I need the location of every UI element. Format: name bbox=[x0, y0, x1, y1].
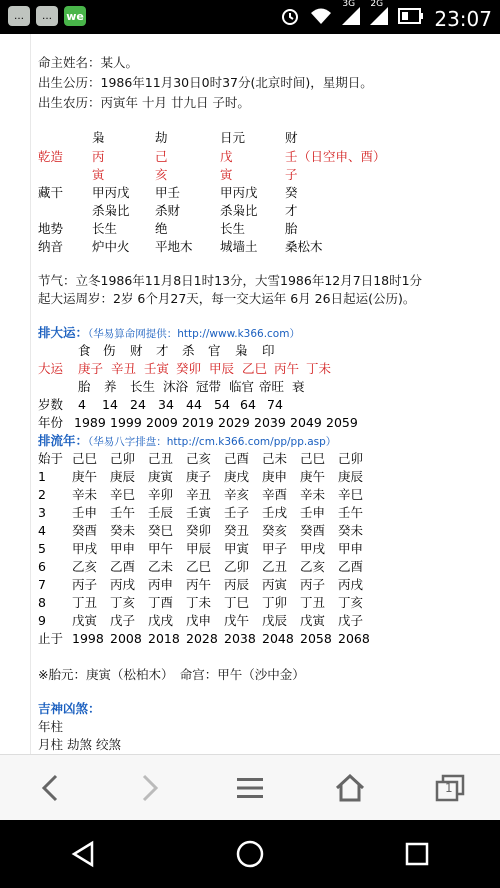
dayun-ganzhi-3: 癸卯 bbox=[176, 361, 202, 376]
battery-icon bbox=[398, 8, 424, 29]
liunian-row-3-cell-5: 壬戌 bbox=[262, 505, 288, 520]
dayun-age-1: 14 bbox=[102, 397, 118, 412]
chevron-left-icon bbox=[38, 774, 62, 802]
dayun-title: 排大运： bbox=[38, 325, 89, 340]
liunian-row-2-cell-0: 辛未 bbox=[72, 487, 98, 502]
liunian-row-2-cell-4: 辛亥 bbox=[224, 487, 250, 502]
dayun-year-3: 2019 bbox=[182, 415, 214, 430]
liunian-start-cell-0: 己巳 bbox=[72, 451, 98, 466]
branch-year: 寅 bbox=[92, 167, 105, 182]
liunian-row-2-cell-3: 辛丑 bbox=[186, 487, 212, 502]
jishen-month: 月柱 劫煞 绞煞 bbox=[38, 737, 121, 752]
years-label: 年份 bbox=[38, 415, 64, 430]
browser-toolbar bbox=[0, 754, 500, 821]
liunian-row-4-cell-5: 癸亥 bbox=[262, 523, 288, 538]
dayun-year-6: 2049 bbox=[290, 415, 322, 430]
home-button[interactable] bbox=[320, 768, 380, 808]
liunian-end-cell-4: 2038 bbox=[224, 631, 256, 646]
dayun-year-0: 1989 bbox=[74, 415, 106, 430]
qiyun-line: 起大运周岁：2岁 6个月27天，每一交大运年 6月 26日起运(公历)。 bbox=[38, 291, 416, 306]
liunian-row-5-cell-7: 甲申 bbox=[338, 541, 364, 556]
liunian-row-9-cell-6: 戊寅 bbox=[300, 613, 326, 628]
message-notification-icon: … bbox=[36, 6, 58, 26]
chat-notification-icon: … bbox=[8, 6, 30, 26]
liunian-start-cell-6: 己巳 bbox=[300, 451, 326, 466]
liunian-row-7-cell-0: 丙子 bbox=[72, 577, 98, 592]
pillar-head-year: 枭 bbox=[92, 130, 105, 145]
dayun-shishen-4: 杀 bbox=[182, 343, 195, 358]
dayun-age-4: 44 bbox=[186, 397, 202, 412]
shishen-year: 杀枭比 bbox=[92, 203, 130, 218]
dayun-age-5: 54 bbox=[214, 397, 230, 412]
dayun-ganzhi-4: 甲辰 bbox=[209, 361, 235, 376]
liunian-row-3-cell-3: 壬寅 bbox=[186, 505, 212, 520]
alarm-icon bbox=[280, 6, 300, 31]
dishi-day: 长生 bbox=[220, 221, 246, 236]
owner-name: 命主姓名：某人。 bbox=[38, 55, 139, 70]
liunian-row-9-cell-5: 戊辰 bbox=[262, 613, 288, 628]
liunian-row-6-cell-6: 乙亥 bbox=[300, 559, 326, 574]
clock: 23:07 bbox=[434, 6, 492, 31]
back-button[interactable] bbox=[20, 768, 80, 808]
liunian-row-5-cell-4: 甲寅 bbox=[224, 541, 250, 556]
liunian-title: 排流年： bbox=[38, 433, 89, 448]
stem-hour: 壬 bbox=[285, 149, 298, 164]
dayun-dishi-4: 冠带 bbox=[196, 379, 222, 394]
shishen-day: 杀枭比 bbox=[220, 203, 258, 218]
solar-birth: 出生公历：1986年11月30日0时37分(北京时间)，星期日。 bbox=[38, 75, 373, 90]
stem-day: 戊 bbox=[220, 149, 233, 164]
dishi-year: 长生 bbox=[92, 221, 118, 236]
liunian-row-5-cell-1: 甲申 bbox=[110, 541, 136, 556]
stem-year: 丙 bbox=[92, 149, 105, 164]
liunian-row-6-cell-5: 乙丑 bbox=[262, 559, 288, 574]
liunian-row-9-cell-1: 戊子 bbox=[110, 613, 136, 628]
stem-month: 己 bbox=[155, 149, 168, 164]
liunian-row-8-cell-1: 丁亥 bbox=[110, 595, 136, 610]
canggan-month: 甲壬 bbox=[155, 185, 181, 200]
liunian-row-4-cell-0: 癸酉 bbox=[72, 523, 98, 538]
liunian-row-8-cell-7: 丁亥 bbox=[338, 595, 364, 610]
liunian-row-6-cell-3: 乙巳 bbox=[186, 559, 212, 574]
dayun-shishen-1: 伤 bbox=[103, 343, 116, 358]
liunian-end-label: 止于 bbox=[38, 631, 64, 646]
dayun-source-link[interactable]: （华易算命网提供：http://www.k366.com） bbox=[88, 328, 300, 340]
nav-home-button[interactable] bbox=[220, 834, 280, 874]
liunian-row-9-cell-4: 戊午 bbox=[224, 613, 250, 628]
liunian-row-7-cell-7: 丙戌 bbox=[338, 577, 364, 592]
branch-month: 亥 bbox=[155, 167, 168, 182]
liunian-row-3-cell-7: 壬午 bbox=[338, 505, 364, 520]
shishen-month: 杀财 bbox=[155, 203, 181, 218]
liunian-row-6-cell-1: 乙酉 bbox=[110, 559, 136, 574]
signal-sim2-icon bbox=[370, 0, 388, 30]
liunian-row-5-cell-3: 甲辰 bbox=[186, 541, 212, 556]
shishen-hour: 才 bbox=[285, 203, 298, 218]
triangle-back-icon bbox=[70, 840, 96, 868]
liunian-row-2-cell-1: 辛巳 bbox=[110, 487, 136, 502]
liunian-row-4-cell-4: 癸丑 bbox=[224, 523, 250, 538]
liunian-row-6-cell-7: 乙酉 bbox=[338, 559, 364, 574]
liunian-row-7-cell-6: 丙子 bbox=[300, 577, 326, 592]
nayin-year: 炉中火 bbox=[92, 239, 130, 254]
liunian-row-7-cell-1: 丙戌 bbox=[110, 577, 136, 592]
liunian-row-1-cell-4: 庚戌 bbox=[224, 469, 250, 484]
liunian-row-2-cell-7: 辛巳 bbox=[338, 487, 364, 502]
liunian-row-7-cell-2: 丙申 bbox=[148, 577, 174, 592]
liunian-row-7-label: 7 bbox=[38, 577, 46, 592]
liunian-row-9-label: 9 bbox=[38, 613, 46, 628]
dayun-ganzhi-5: 乙巳 bbox=[242, 361, 268, 376]
canggan-day: 甲丙戊 bbox=[220, 185, 258, 200]
dayun-age-7: 74 bbox=[267, 397, 283, 412]
qianzao-label: 乾造 bbox=[38, 149, 64, 164]
nayin-label: 纳音 bbox=[38, 239, 64, 254]
liunian-row-9-cell-2: 戊戌 bbox=[148, 613, 174, 628]
nayin-hour: 桑松木 bbox=[285, 239, 323, 254]
dayun-shishen-3: 才 bbox=[156, 343, 169, 358]
liunian-start-label: 始于 bbox=[38, 451, 64, 466]
liunian-row-4-cell-2: 癸巳 bbox=[148, 523, 174, 538]
liunian-row-7-cell-5: 丙寅 bbox=[262, 577, 288, 592]
jishen-title: 吉神凶煞： bbox=[38, 701, 101, 716]
tabs-count: 1 bbox=[445, 781, 453, 795]
liunian-row-4-cell-6: 癸酉 bbox=[300, 523, 326, 538]
dayun-year-7: 2059 bbox=[326, 415, 358, 430]
dayun-age-6: 64 bbox=[240, 397, 256, 412]
liunian-row-8-cell-0: 丁丑 bbox=[72, 595, 98, 610]
liunian-row-2-label: 2 bbox=[38, 487, 46, 502]
dayun-dishi-3: 沐浴 bbox=[163, 379, 189, 394]
dishi-hour: 胎 bbox=[285, 221, 298, 236]
dishi-month: 绝 bbox=[155, 221, 168, 236]
liunian-row-3-cell-1: 壬午 bbox=[110, 505, 136, 520]
dayun-dishi-6: 帝旺 bbox=[259, 379, 285, 394]
nayin-day: 城墙土 bbox=[220, 239, 258, 254]
dayun-shishen-7: 印 bbox=[262, 343, 275, 358]
dayun-dishi-0: 胎 bbox=[78, 379, 91, 394]
liunian-row-8-cell-5: 丁卯 bbox=[262, 595, 288, 610]
home-icon bbox=[335, 774, 365, 802]
network-type-1: 3G bbox=[342, 0, 356, 9]
taiyuan-line: ※胎元：庚寅（松柏木） 命宫：甲午（沙中金） bbox=[38, 667, 305, 682]
hamburger-menu-icon bbox=[236, 776, 264, 800]
system-icons bbox=[280, 0, 492, 31]
dayun-year-5: 2039 bbox=[254, 415, 286, 430]
canggan-label: 藏干 bbox=[38, 185, 64, 200]
signal-sim1-icon bbox=[342, 0, 360, 30]
liunian-row-3-cell-2: 壬辰 bbox=[148, 505, 174, 520]
dayun-label: 大运 bbox=[38, 361, 64, 376]
liunian-row-7-cell-3: 丙午 bbox=[186, 577, 212, 592]
liunian-row-4-label: 4 bbox=[38, 523, 46, 538]
dayun-dishi-1: 养 bbox=[104, 379, 117, 394]
liunian-row-2-cell-2: 辛卯 bbox=[148, 487, 174, 502]
liunian-row-8-label: 8 bbox=[38, 595, 46, 610]
liunian-row-1-cell-1: 庚辰 bbox=[110, 469, 136, 484]
branch-day: 寅 bbox=[220, 167, 233, 182]
chevron-right-icon bbox=[138, 774, 162, 802]
menu-button[interactable] bbox=[220, 768, 280, 808]
liunian-start-cell-2: 己丑 bbox=[148, 451, 174, 466]
liunian-row-4-cell-1: 癸未 bbox=[110, 523, 136, 538]
liunian-start-cell-1: 己卯 bbox=[110, 451, 136, 466]
dayun-dishi-2: 长生 bbox=[130, 379, 156, 394]
dayun-ganzhi-7: 丁未 bbox=[306, 361, 332, 376]
liunian-start-cell-5: 己未 bbox=[262, 451, 288, 466]
liunian-source-link[interactable]: （华易八字排盘：http://cm.k366.com/pp/pp.asp） bbox=[88, 436, 337, 448]
liunian-row-5-cell-6: 甲戌 bbox=[300, 541, 326, 556]
dayun-age-2: 24 bbox=[130, 397, 146, 412]
liunian-row-8-cell-4: 丁巳 bbox=[224, 595, 250, 610]
web-page-content[interactable] bbox=[0, 34, 500, 754]
liunian-row-1-label: 1 bbox=[38, 469, 46, 484]
liunian-end-cell-3: 2028 bbox=[186, 631, 218, 646]
dishi-label: 地势 bbox=[38, 221, 64, 236]
dayun-ganzhi-2: 壬寅 bbox=[144, 361, 170, 376]
circle-home-icon bbox=[235, 839, 265, 869]
liunian-row-3-cell-6: 壬申 bbox=[300, 505, 326, 520]
liunian-row-9-cell-3: 戊申 bbox=[186, 613, 212, 628]
liunian-row-2-cell-6: 辛未 bbox=[300, 487, 326, 502]
liunian-row-8-cell-2: 丁酉 bbox=[148, 595, 174, 610]
liunian-start-cell-3: 己亥 bbox=[186, 451, 212, 466]
nayin-month: 平地木 bbox=[155, 239, 193, 254]
dayun-shishen-5: 官 bbox=[208, 343, 221, 358]
liunian-row-9-cell-7: 戊子 bbox=[338, 613, 364, 628]
liunian-end-cell-0: 1998 bbox=[72, 631, 104, 646]
liunian-start-cell-7: 己卯 bbox=[338, 451, 364, 466]
dayun-year-4: 2029 bbox=[218, 415, 250, 430]
square-recents-icon bbox=[404, 841, 430, 867]
network-type-2: 2G bbox=[370, 0, 384, 9]
liunian-row-3-cell-0: 壬申 bbox=[72, 505, 98, 520]
liunian-row-1-cell-3: 庚子 bbox=[186, 469, 212, 484]
dayun-dishi-7: 衰 bbox=[292, 379, 305, 394]
wifi-icon bbox=[310, 7, 332, 30]
dayun-ganzhi-0: 庚子 bbox=[78, 361, 104, 376]
pillar-head-month: 劫 bbox=[155, 130, 168, 145]
canggan-hour: 癸 bbox=[285, 185, 298, 200]
dayun-ganzhi-6: 丙午 bbox=[274, 361, 300, 376]
liunian-row-4-cell-3: 癸卯 bbox=[186, 523, 212, 538]
liunian-row-6-cell-4: 乙卯 bbox=[224, 559, 250, 574]
status-bar bbox=[0, 0, 500, 34]
liunian-end-cell-2: 2018 bbox=[148, 631, 180, 646]
nav-recents-button[interactable] bbox=[387, 834, 447, 874]
liunian-row-3-cell-4: 壬子 bbox=[224, 505, 250, 520]
dayun-age-3: 34 bbox=[158, 397, 174, 412]
dayun-shishen-6: 枭 bbox=[235, 343, 248, 358]
dayun-age-0: 4 bbox=[78, 397, 86, 412]
kongwang-note: （日空申、酉） bbox=[298, 149, 386, 164]
dayun-year-1: 1999 bbox=[110, 415, 142, 430]
liunian-row-5-label: 5 bbox=[38, 541, 46, 556]
liunian-end-cell-1: 2008 bbox=[110, 631, 142, 646]
liunian-row-1-cell-2: 庚寅 bbox=[148, 469, 174, 484]
liunian-row-6-cell-0: 乙亥 bbox=[72, 559, 98, 574]
liunian-row-6-label: 6 bbox=[38, 559, 46, 574]
liunian-row-4-cell-7: 癸未 bbox=[338, 523, 364, 538]
liunian-row-6-cell-2: 乙未 bbox=[148, 559, 174, 574]
dayun-ganzhi-1: 辛丑 bbox=[111, 361, 137, 376]
ages-label: 岁数 bbox=[38, 397, 64, 412]
liunian-row-7-cell-4: 丙辰 bbox=[224, 577, 250, 592]
nav-back-button[interactable] bbox=[53, 834, 113, 874]
canggan-year: 甲丙戊 bbox=[92, 185, 130, 200]
jishen-year: 年柱 bbox=[38, 719, 64, 734]
liunian-row-3-label: 3 bbox=[38, 505, 46, 520]
forward-button[interactable] bbox=[120, 768, 180, 808]
pillar-head-hour: 财 bbox=[285, 130, 298, 145]
liunian-row-8-cell-3: 丁未 bbox=[186, 595, 212, 610]
notification-icons bbox=[8, 6, 86, 26]
dayun-dishi-5: 临官 bbox=[229, 379, 255, 394]
wechat-notification-icon: we bbox=[64, 6, 86, 26]
dayun-shishen-0: 食 bbox=[78, 343, 91, 358]
page-margin-line bbox=[30, 34, 31, 754]
liunian-row-2-cell-5: 辛酉 bbox=[262, 487, 288, 502]
liunian-row-1-cell-0: 庚午 bbox=[72, 469, 98, 484]
pillar-head-day: 日元 bbox=[220, 130, 246, 145]
lunar-birth: 出生农历：丙寅年 十月 廿九日 子时。 bbox=[38, 95, 250, 110]
liunian-start-cell-4: 己酉 bbox=[224, 451, 250, 466]
liunian-end-cell-6: 2058 bbox=[300, 631, 332, 646]
liunian-row-9-cell-0: 戊寅 bbox=[72, 613, 98, 628]
liunian-row-5-cell-5: 甲子 bbox=[262, 541, 288, 556]
liunian-row-1-cell-5: 庚申 bbox=[262, 469, 288, 484]
dayun-shishen-2: 财 bbox=[130, 343, 143, 358]
liunian-row-1-cell-7: 庚辰 bbox=[338, 469, 364, 484]
liunian-row-1-cell-6: 庚午 bbox=[300, 469, 326, 484]
tabs-button[interactable] bbox=[420, 768, 480, 808]
liunian-end-cell-5: 2048 bbox=[262, 631, 294, 646]
system-navigation-bar bbox=[0, 820, 500, 888]
dayun-year-2: 2009 bbox=[146, 415, 178, 430]
liunian-end-cell-7: 2068 bbox=[338, 631, 370, 646]
liunian-row-5-cell-2: 甲午 bbox=[148, 541, 174, 556]
jieqi-line: 节气：立冬1986年11月8日1时13分，大雪1986年12月7日18时1分 bbox=[38, 273, 423, 288]
liunian-row-8-cell-6: 丁丑 bbox=[300, 595, 326, 610]
liunian-row-5-cell-0: 甲戌 bbox=[72, 541, 98, 556]
branch-hour: 子 bbox=[285, 167, 298, 182]
